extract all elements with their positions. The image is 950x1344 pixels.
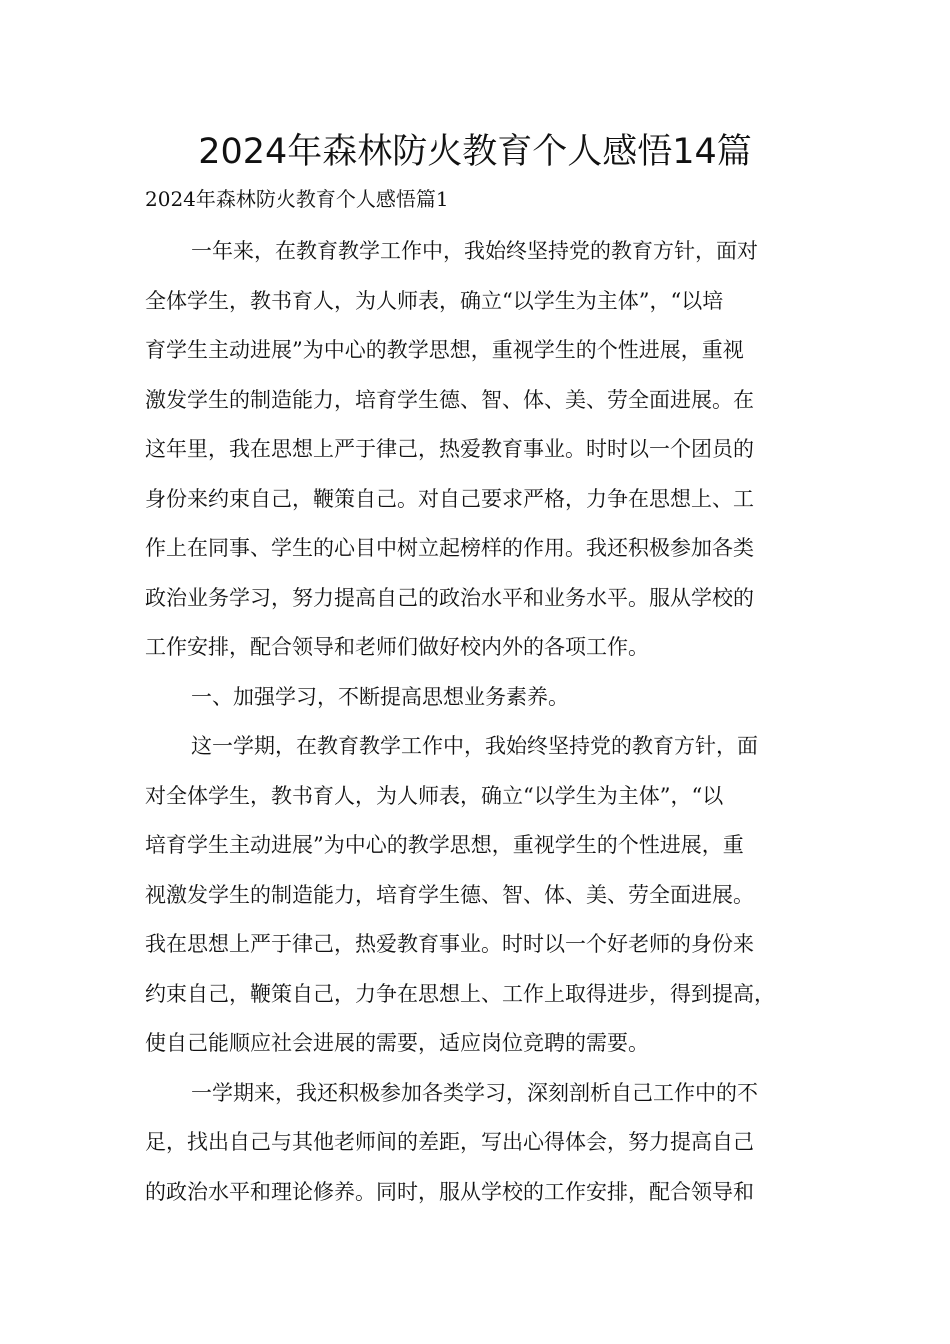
text-line: 的政治水平和理论修养。同时，服从学校的工作安排，配合领导和	[145, 1179, 754, 1204]
text-line: 激发学生的制造能力，培育学生德、智、体、美、劳全面进展。在	[145, 387, 754, 412]
text-line: 足，找出自己与其他老师间的差距，写出心得体会，努力提高自己	[145, 1130, 754, 1154]
text-line: 一年来，在教育教学工作中，我始终坚持党的教育方针，面对	[191, 239, 758, 263]
text-line: 这一学期，在教育教学工作中，我始终坚持党的教育方针，面	[191, 734, 758, 758]
text-line: 这年里，我在思想上严于律己，热爱教育事业。时时以一个团员的	[145, 437, 754, 461]
document-body	[145, 227, 805, 1217]
text-line: 对全体学生，教书育人，为人师表，确立“以学生为主体”，“以	[145, 783, 724, 808]
text-line: 作上在同事、学生的心目中树立起榜样的作用。我还积极参加各类	[145, 536, 754, 560]
text-line: 全体学生，教书育人，为人师表，确立“以学生为主体”，“以培	[145, 288, 724, 313]
text-line: 政治业务学习，努力提高自己的政治水平和业务水平。服从学校的	[145, 585, 754, 610]
paragraph	[145, 227, 805, 673]
text-line: 我在思想上严于律己，热爱教育事业。时时以一个好老师的身份来	[145, 932, 754, 956]
text-line: 约束自己，鞭策自己，力争在思想上、工作上取得进步，得到提高，	[145, 981, 775, 1006]
paragraph	[145, 673, 805, 723]
text-line: 一、加强学习，不断提高思想业务素养。	[191, 684, 569, 709]
text-line: 育学生主动进展”为中心的教学思想，重视学生的个性进展，重视	[145, 338, 744, 362]
document-title: 2024年森林防火教育个人感悟14篇	[198, 132, 752, 172]
text-line: 一学期来，我还积极参加各类学习，深刻剖析自己工作中的不	[191, 1080, 758, 1105]
text-line: 培育学生主动进展”为中心的教学思想，重视学生的个性进展，重	[145, 833, 744, 857]
paragraph	[145, 722, 805, 1069]
section-heading: 2024年森林防火教育个人感悟篇1	[145, 187, 449, 211]
text-line: 使自己能顺应社会进展的需要，适应岗位竞聘的需要。	[145, 1031, 649, 1055]
paragraph	[145, 1069, 805, 1218]
text-line: 身份来约束自己，鞭策自己。对自己要求严格，力争在思想上、工	[145, 486, 754, 511]
text-line: 视激发学生的制造能力，培育学生德、智、体、美、劳全面进展。	[145, 882, 754, 907]
text-line: 工作安排，配合领导和老师们做好校内外的各项工作。	[145, 635, 649, 659]
